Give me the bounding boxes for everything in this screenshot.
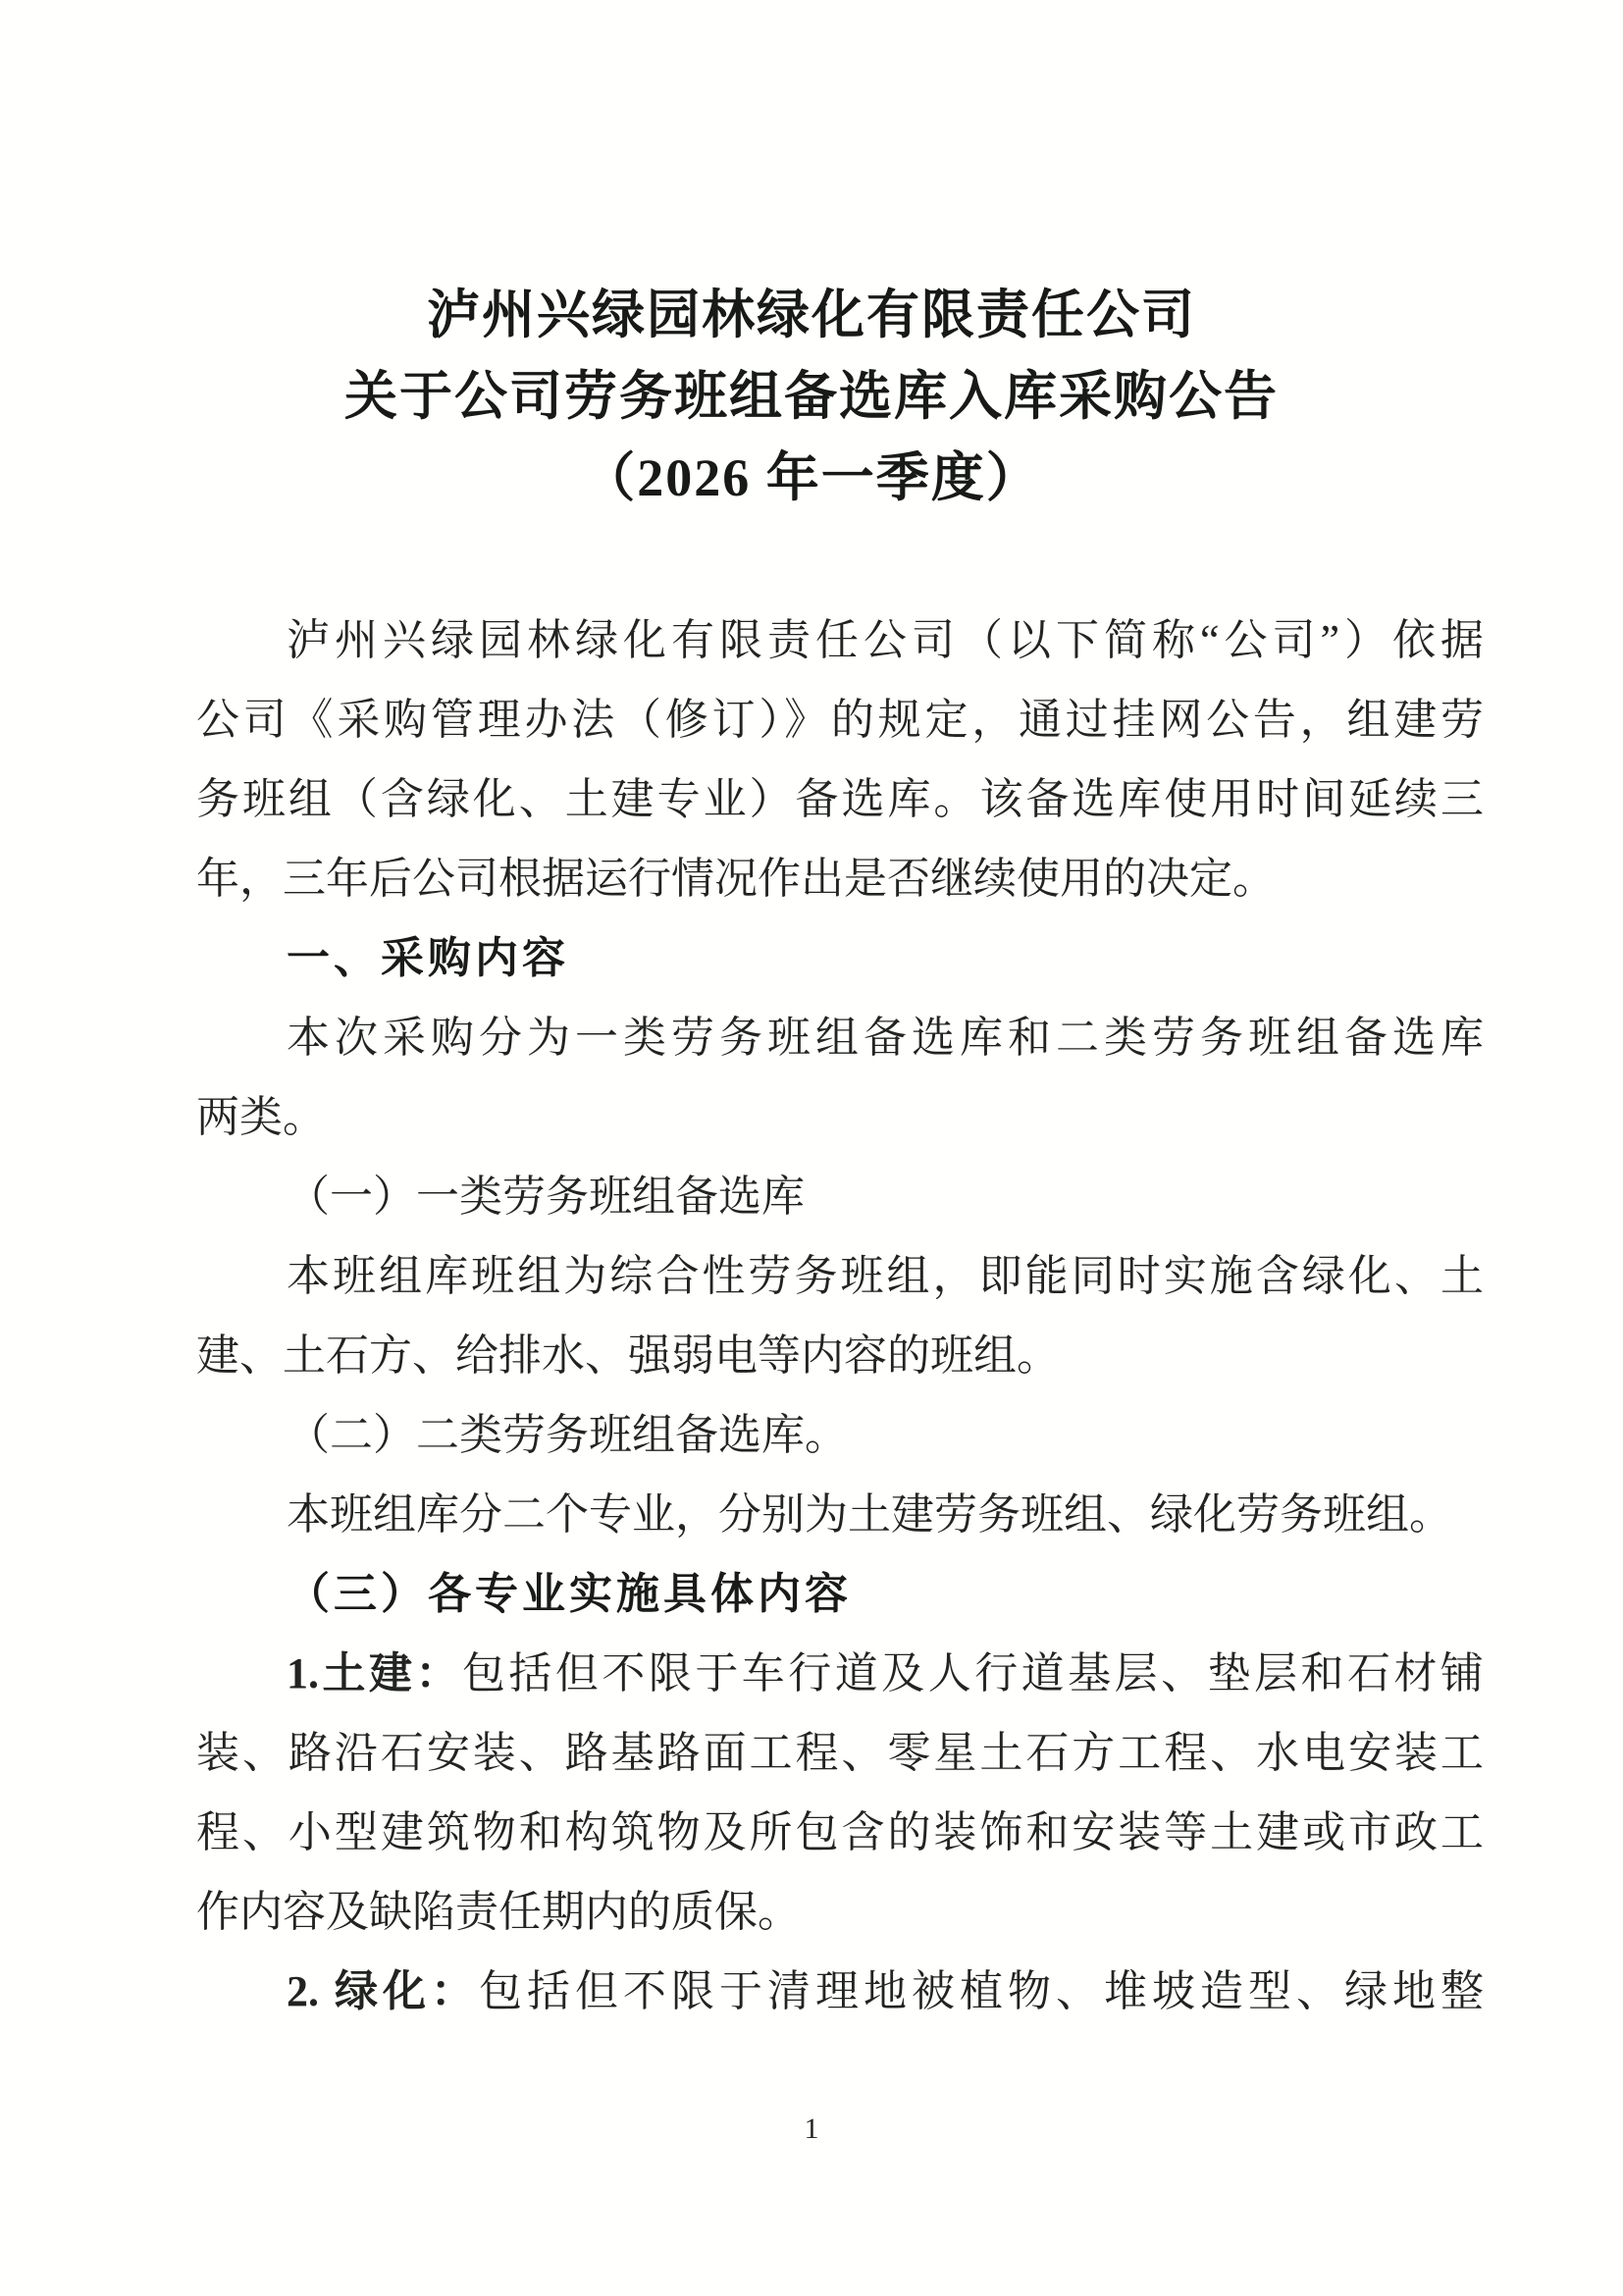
- body-line-10: [196, 1316, 1484, 1395]
- body-line-11: [196, 1395, 1484, 1475]
- page-number: 1: [804, 2113, 819, 2145]
- body-run: 务班组（含绿化、土建专业）备选库。该备选库使用时间延续三: [196, 775, 1484, 823]
- document-body: [196, 600, 1484, 2031]
- body-run: 装、路沿石安装、路基路面工程、零星土石方工程、水电安装工: [196, 1729, 1484, 1777]
- body-line-3: [196, 759, 1484, 839]
- body-run: （三）各专业实施具体内容: [287, 1570, 852, 1618]
- body-line-15: [196, 1713, 1484, 1793]
- body-run: （二）二类劳务班组备选库。: [287, 1411, 848, 1459]
- body-line-13: [196, 1554, 1484, 1634]
- body-run: 公司《采购管理办法（修订）》的规定，通过挂网公告，组建劳: [196, 696, 1484, 744]
- body-line-16: [196, 1793, 1484, 1872]
- body-line-14: [196, 1634, 1484, 1713]
- body-run-bold: 2. 绿化：: [287, 1967, 479, 2015]
- body-line-7: [196, 1077, 1484, 1157]
- body-line-4: [196, 839, 1484, 918]
- body-line-6: [196, 998, 1484, 1077]
- title-line-3: （2026 年一季度）: [582, 448, 1041, 507]
- body-line-1: [196, 600, 1484, 680]
- body-run: 建、土石方、给排水、强弱电等内容的班组。: [196, 1331, 1060, 1380]
- body-run: 本班组库班组为综合性劳务班组，即能同时实施含绿化、土: [287, 1252, 1484, 1300]
- body-line-2: [196, 680, 1484, 759]
- body-run: 泸州兴绿园林绿化有限责任公司（以下简称“公司”）依据: [287, 616, 1484, 664]
- body-line-12: [196, 1475, 1484, 1554]
- body-line-17: [196, 1872, 1484, 1952]
- body-run: 包括但不限于车行道及人行道基层、垫层和石材铺: [461, 1649, 1484, 1697]
- body-run: （一）一类劳务班组备选库: [287, 1173, 805, 1221]
- body-run-bold: 1.土建：: [287, 1649, 462, 1697]
- title-line-2: 关于公司劳务班组备选库入库采购公告: [344, 367, 1279, 426]
- body-run: 本班组库分二个专业，分别为土建劳务班组、绿化劳务班组。: [287, 1490, 1452, 1539]
- title-line-1: 泸州兴绿园林绿化有限责任公司: [427, 286, 1196, 344]
- body-run: 一、采购内容: [287, 934, 569, 982]
- body-run: 本次采购分为一类劳务班组备选库和二类劳务班组备选库: [287, 1014, 1484, 1062]
- body-run: 年，三年后公司根据运行情况作出是否继续使用的决定。: [196, 855, 1276, 903]
- body-line-18: [196, 1952, 1484, 2031]
- document-title: [88, 275, 1535, 519]
- body-line-5: [196, 918, 1484, 998]
- body-run: 作内容及缺陷责任期内的质保。: [196, 1888, 801, 1936]
- body-line-9: [196, 1236, 1484, 1316]
- body-run: 两类。: [196, 1093, 326, 1141]
- body-run: 程、小型建筑物和构筑物及所包含的装饰和安装等土建或市政工: [196, 1808, 1484, 1856]
- body-run: 包括但不限于清理地被植物、堆坡造型、绿地整: [479, 1967, 1484, 2015]
- body-line-8: [196, 1157, 1484, 1236]
